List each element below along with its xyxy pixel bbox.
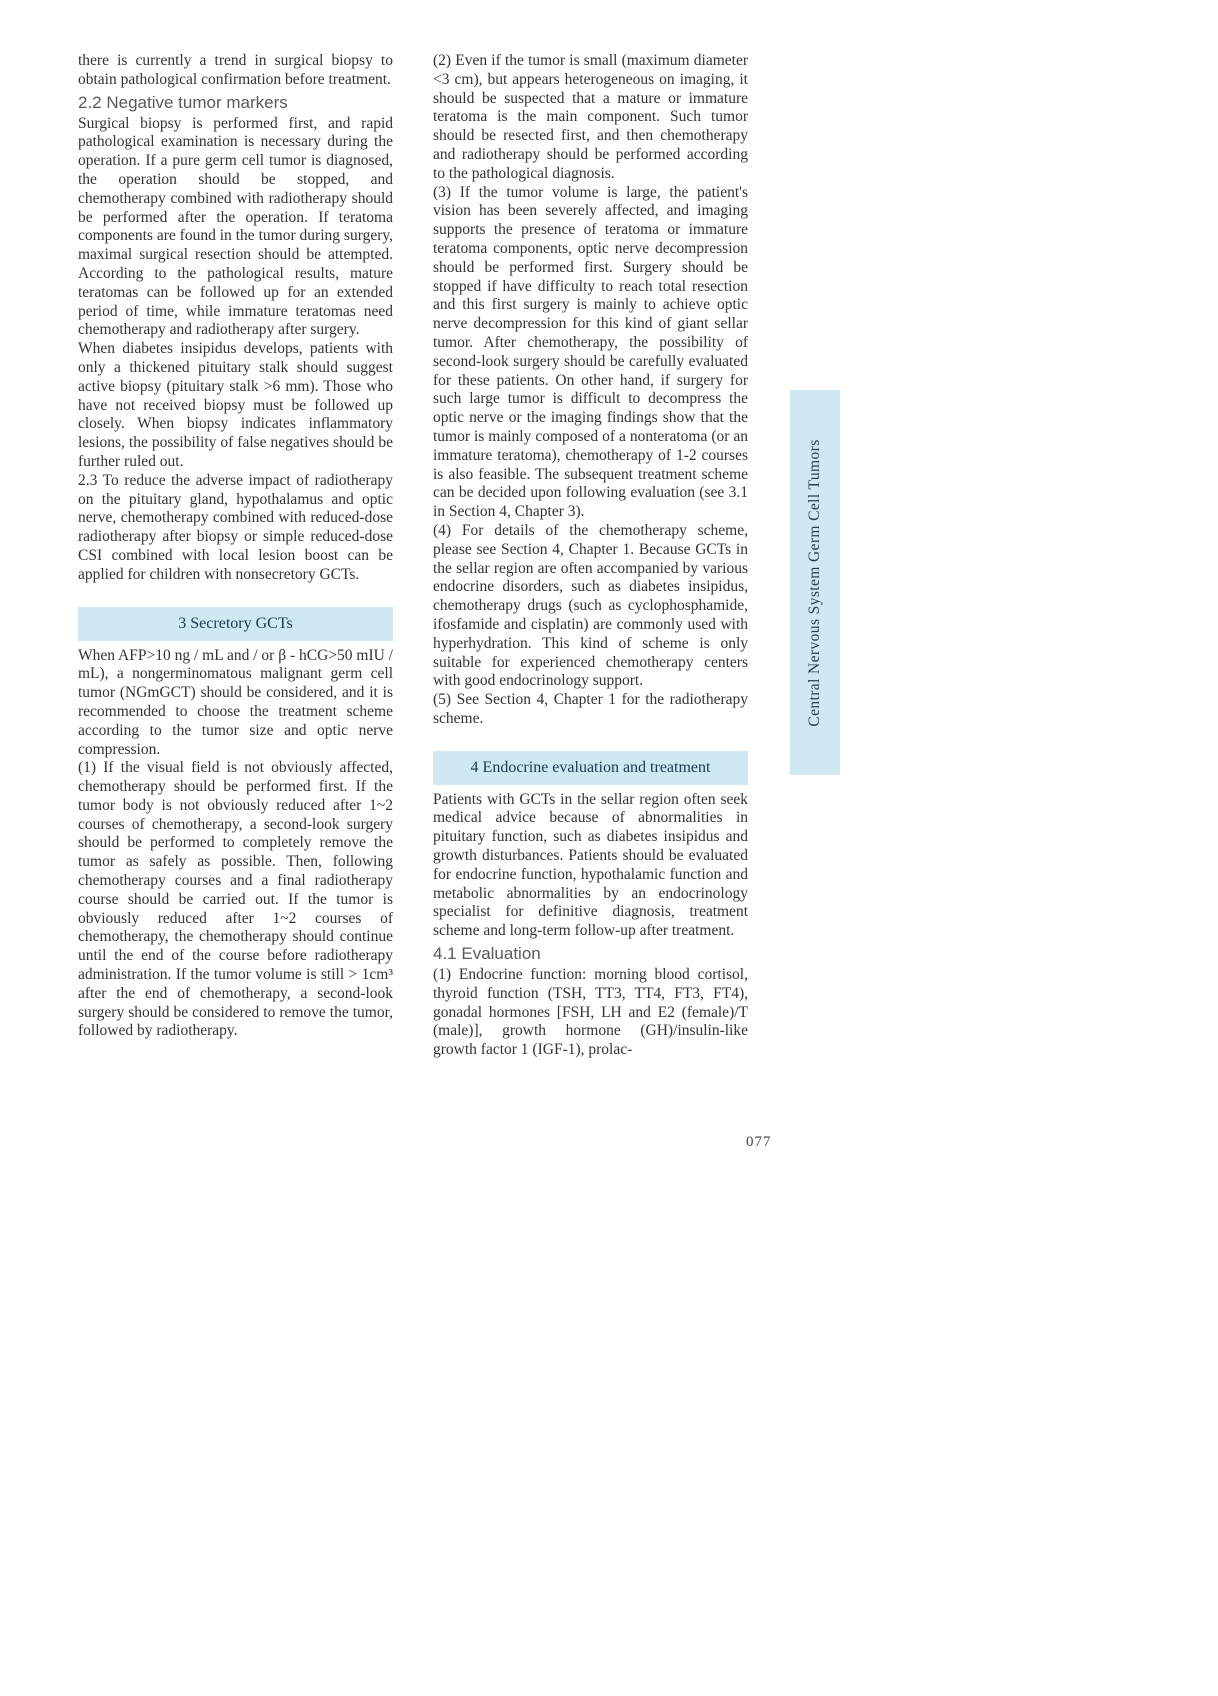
body-paragraph-2-2-a: Surgical biopsy is performed first, and rapid pathological examination is necessary during the operation. If a pure germ cell tumor is diagnosed, the operation should be stopped, and chemotherapy combined with radiotherapy should be performed after the operation. If teratoma components are found in the tumor during surgery, maximal surgical resection should be attempted. According to the pathological results, mature teratomas can be followed up for an extended period of time, while immature teratomas need chemotherapy and radiotherapy after surgery. xyxy=(78,114,393,339)
body-paragraph-intro: there is currently a trend in surgical biopsy to obtain pathological confirmation before treatment. xyxy=(78,52,393,88)
body-paragraph-2-3: 2.3 To reduce the adverse impact of radiotherapy on the pituitary gland, hypothalamus and optic nerve, chemotherapy combined with reduced-dose radiotherapy after biopsy or simple reduced-dose CSI combined with local lesion boost can be applied for children with nonsecretory GCTs. xyxy=(78,471,393,583)
page-number: 077 xyxy=(746,1134,772,1150)
body-paragraph-4-intro: Patients with GCTs in the sellar region often seek medical advice because of abnormalities in pituitary function, such as diabetes insipidus and growth disturbances. Patients should be evaluated for endocrine function, hypothalamic function and metabolic abnormalities by an endocrinology specialist for definitive diagnosis, treatment scheme and long-term follow-up after treatment. xyxy=(433,790,748,940)
sidebar-tab xyxy=(790,390,840,775)
right-column xyxy=(433,52,748,1060)
subsection-heading-2-2: 2.2 Negative tumor markers xyxy=(78,92,288,112)
body-paragraph-3-intro: When AFP>10 ng / mL and / or β - hCG>50 mIU / mL), a nongerminomatous malignant germ cell tumor (NGmGCT) should be considered, and it is recommended to choose the treatment scheme according to the tumor size and optic nerve compression. xyxy=(78,646,393,758)
body-paragraph-3-item3: (3) If the tumor volume is large, the patient's vision has been severely affected, and imaging supports the presence of teratoma or immature teratoma components, optic nerve decompression should be performed first. Surgery should be stopped if have difficulty to reach total resection and this first surgery is mainly to achieve optic nerve decompression for this kind of giant sellar tumor. After chemotherapy, the possibility of second-look surgery should be carefully evaluated for these patients. On other hand, if surgery for such large tumor is difficult to decompress the optic nerve or the imaging findings show that the tumor is mainly composed of a nonteratoma (or an immature teratoma), chemotherapy of 1-2 courses is also feasible. The subsequent treatment scheme can be decided upon following evaluation (see 3.1 in Section 4, Chapter 3). xyxy=(433,183,748,521)
page-content xyxy=(78,52,748,1060)
sidebar-tab-label: Central Nervous System Germ Cell Tumors xyxy=(806,438,823,727)
section-heading-4: 4 Endocrine evaluation and treatment xyxy=(433,751,748,785)
section-heading-3: 3 Secretory GCTs xyxy=(78,607,393,641)
left-column xyxy=(78,52,393,1060)
body-paragraph-3-item2: (2) Even if the tumor is small (maximum diameter <3 cm), but appears heterogeneous on imaging, it should be suspected that a mature or immature teratoma is the main component. Such tumor should be resected first, and then chemotherapy and radiotherapy should be performed according to the pathological diagnosis. xyxy=(433,52,748,182)
body-paragraph-4-1-item1: (1) Endocrine function: morning blood cortisol, thyroid function (TSH, TT3, TT4, FT3, FT4), gonadal hormones [FSH, LH and E2 (female)/T (male)], growth hormone (GH)/insulin-like growth factor 1 (IGF-1), prolac- xyxy=(433,966,748,1059)
body-paragraph-2-2-b: When diabetes insipidus develops, patients with only a thickened pituitary stalk should suggest active biopsy (pituitary stalk >6 mm). Those who have not received biopsy must be followed up closely. When biopsy indicates inflammatory lesions, the possibility of false negatives should be further ruled out. xyxy=(78,340,393,470)
body-paragraph-3-item1: (1) If the visual field is not obviously affected, chemotherapy should be performed first. If the tumor body is not obviously reduced after 1~2 courses of chemotherapy, a second-look surgery should be performed to completely remove the tumor as safely as possible. Then, following chemotherapy courses and a final radiotherapy course should be carried out. If the tumor is obviously reduced after 1~2 courses of chemotherapy, the chemotherapy should continue until the end of the course before radiotherapy administration. If the tumor volume is still > 1cm³ after the end of chemotherapy, a second-look surgery should be considered to remove the tumor, followed by radiotherapy. xyxy=(78,759,393,1040)
body-paragraph-3-item4: (4) For details of the chemotherapy scheme, please see Section 4, Chapter 1. Because GCTs in the sellar region are often accompanied by various endocrine disorders, such as diabetes insipidus, chemotherapy drugs (such as cyclophosphamide, ifosfamide and cisplatin) are commonly used with hyperhydration. This kind of scheme is only suitable for experienced chemotherapy centers with good endocrinology support. xyxy=(433,521,748,690)
subsection-heading-4-1: 4.1 Evaluation xyxy=(433,944,541,964)
body-paragraph-3-item5: (5) See Section 4, Chapter 1 for the radiotherapy scheme. xyxy=(433,691,748,727)
